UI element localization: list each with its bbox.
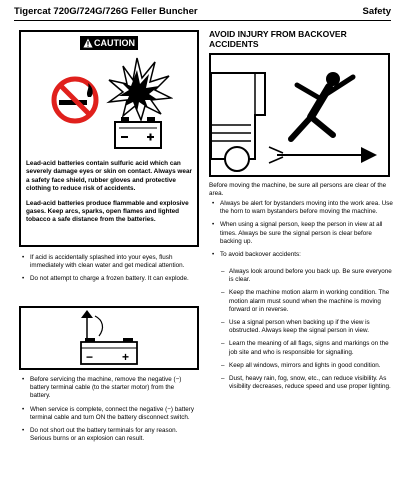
warning-triangle-icon: [83, 38, 93, 48]
list-item: – Dust, heavy rain, fog, snow, etc., can reduce visibility. As visibility decreases, reduce speed and use proper lighting.: [221, 375, 393, 391]
list-item: • If acid is accidentally splashed into your eyes, flush immediately with clean water and get medical attention.: [21, 254, 196, 270]
caution-label: [80, 36, 138, 50]
list-item: • When using a signal person, keep the person in view at all times. Always be sure the signal person is clear before backing up.: [211, 221, 393, 246]
battery-terminal-illustration: [21, 308, 197, 368]
list-item: • To avoid backover accidents:: [211, 251, 393, 259]
list-item: • Always be alert for bystanders moving into the work area. Use the horn to warn bystanders before moving the machine.: [211, 200, 393, 216]
caution-paragraph-2: Lead-acid batteries produce flammable and explosive gases. Keep arcs, sparks, open flames and lighted tobacco a safe distance from the batteries.: [26, 199, 189, 224]
header-rule: [14, 20, 391, 21]
reverse-arrow-icon: [269, 147, 377, 163]
battery-icon: [81, 338, 137, 364]
plus-symbol: +: [122, 350, 130, 364]
disconnect-arrow-icon: [81, 310, 102, 340]
list-item: • Do not short out the battery terminals for any reason. Serious burns or an explosion can result.: [21, 427, 196, 443]
backover-title: AVOID INJURY FROM BACKOVER ACCIDENTS: [209, 29, 347, 49]
battery-service-list: [21, 376, 196, 448]
backover-bullet-list: [211, 200, 393, 264]
no-open-flame-icon: [54, 79, 96, 121]
backover-illustration: [211, 55, 388, 175]
page-header: [14, 4, 391, 20]
battery-terminal-box: [19, 306, 199, 370]
manual-title: Tigercat 720G/724G/726G Feller Buncher: [14, 6, 198, 17]
list-item: • Before servicing the machine, remove the negative (−) battery terminal cable (to the starter motor) from the battery.: [21, 376, 196, 401]
list-item: – Always look around before you back up. Be sure everyone is clear.: [221, 268, 393, 284]
list-item: – Keep all windows, mirrors and lights in good condition.: [221, 362, 393, 370]
section-name: Safety: [362, 6, 391, 17]
list-item: • When service is complete, connect the negative (−) battery terminal cable and turn ON the battery disconnect switch.: [21, 406, 196, 422]
list-item: – Keep the machine motion alarm in working condition. The motion alarm must sound when the machine is moving forward or in reverse.: [221, 289, 393, 314]
caution-text: [26, 160, 194, 231]
list-item: – Learn the meaning of all flags, signs and markings on the job site and who is responsible for signalling.: [221, 340, 393, 356]
machine-rear-icon: [211, 73, 265, 171]
backover-illustration-box: [209, 53, 390, 177]
list-item: – Use a signal person when backing up if the view is obstructed. Always keep the signal person in view.: [221, 319, 393, 335]
minus-symbol: −: [86, 350, 94, 364]
battery-explosion-icon: [109, 58, 171, 148]
caution-paragraph-1: Lead-acid batteries contain sulfuric acid which can severely damage eyes or skin on contact. Always wear a safety face shield, rubber gloves and protective clothing to reduce risk of accidents.: [26, 160, 193, 193]
caution-box: [19, 30, 199, 247]
backover-intro: Before moving the machine, be sure all persons are clear of the area.: [209, 182, 387, 198]
backover-sub-list: [221, 268, 393, 396]
list-item: • Do not attempt to charge a frozen battery. It can explode.: [21, 275, 196, 283]
no-flame-explosion-illustration: [51, 56, 173, 152]
acid-safety-list: [21, 254, 196, 289]
caution-label-text: CAUTION: [94, 38, 135, 48]
person-falling-icon: [291, 72, 353, 139]
